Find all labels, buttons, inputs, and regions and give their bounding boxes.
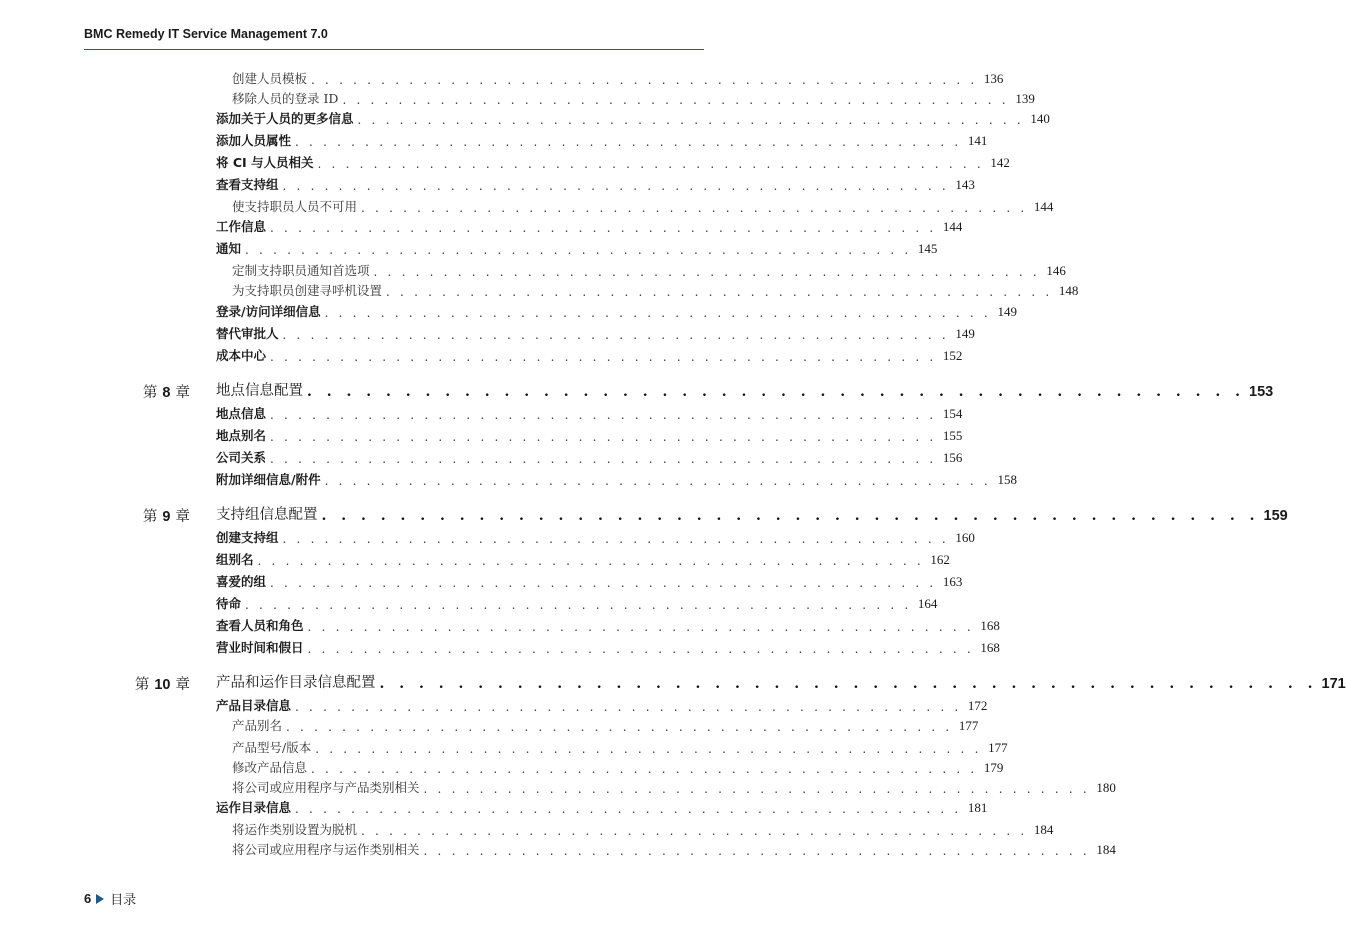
page-footer — [84, 889, 136, 908]
toc-entry-page: 152 — [942, 348, 963, 363]
toc-entry-page: 154 — [942, 406, 963, 421]
toc-section-entry[interactable] — [216, 129, 988, 149]
chapter-number-label — [135, 673, 190, 694]
footer-page-number: 6 — [84, 891, 92, 906]
toc-entry-page: 149 — [955, 326, 975, 341]
toc-subsection-entry[interactable] — [232, 776, 1116, 796]
toc-chapter-entry[interactable] — [216, 502, 1288, 524]
toc-section-entry[interactable] — [216, 215, 963, 235]
dot-leader: . . . . . . . . . . . . . . . . . . . . . . . . . . . . . . . . . . . . . . . . . . . . . . . . — [270, 430, 937, 444]
toc-subsection-entry[interactable] — [232, 838, 1116, 858]
dot-leader: . . . . . . . . . . . . . . . . . . . . . . . . . . . . . . . . . . . . . . . . . . . . . . . . — [423, 782, 1090, 796]
toc-entry-title: 创建支持组 — [216, 530, 279, 545]
toc-entry-title: 定制支持职员通知首选项 — [232, 263, 370, 278]
chapter-number: 10 — [154, 677, 171, 693]
toc-entry-page: 171 — [1321, 676, 1346, 692]
toc-entry-page: 156 — [942, 450, 963, 465]
toc-entry-title: 替代审批人 — [216, 326, 279, 341]
toc-entry-title: 喜爱的组 — [216, 574, 267, 589]
dot-leader: . . . . . . . . . . . . . . . . . . . . . . . . . . . . . . . . . . . . . . . . . . . . . . . . — [270, 221, 937, 235]
toc-entry-page: 172 — [967, 698, 988, 713]
toc-entry-title: 组别名 — [216, 552, 254, 567]
toc-entry-title: 将公司或应用程序与产品类别相关 — [232, 780, 420, 795]
toc-subsection-entry[interactable] — [232, 714, 979, 734]
toc-entry-page: 159 — [1263, 508, 1288, 524]
dot-leader: . . . . . . . . . . . . . . . . . . . . . . . . . . . . . . . . . . . . . . . . . . . . . . . . — [315, 742, 982, 756]
toc-entry-page: 164 — [917, 596, 938, 611]
dot-leader: . . . . . . . . . . . . . . . . . . . . . . . . . . . . . . . . . . . . . . . . . . . . . . . . — [311, 762, 978, 776]
toc-entry-title: 修改产品信息 — [232, 760, 308, 775]
toc-section-entry[interactable] — [216, 592, 938, 612]
toc-entry-title: 为支持职员创建寻呼机设置 — [232, 283, 383, 298]
toc-entry-title: 运作目录信息 — [216, 800, 292, 815]
toc-section-entry[interactable] — [216, 107, 1050, 127]
toc-section-entry[interactable] — [216, 694, 988, 714]
toc-entry-page: 136 — [983, 71, 1004, 86]
toc-entry-page: 144 — [942, 219, 963, 234]
toc-section-entry[interactable] — [216, 614, 1000, 634]
chapter-prefix: 第 — [134, 677, 150, 693]
toc-subsection-entry[interactable] — [232, 736, 1008, 756]
chapter-number-label — [143, 505, 190, 526]
dot-leader: . . . . . . . . . . . . . . . . . . . . . . . . . . . . . . . . . . . . . . . . . . . . . . . . — [270, 350, 937, 364]
dot-leader: . . . . . . . . . . . . . . . . . . . . . . . . . . . . . . . . . . . . . . . . . . . . . . . . — [286, 720, 953, 734]
header-rule — [84, 49, 704, 50]
toc-section-entry[interactable] — [216, 796, 988, 816]
dot-leader: . . . . . . . . . . . . . . . . . . . . . . . . . . . . . . . . . . . . . . . . . . . . . . . . — [324, 306, 991, 320]
chapter-suffix: 章 — [175, 677, 190, 693]
toc-section-entry[interactable] — [216, 636, 1000, 656]
toc-entry-title: 通知 — [216, 241, 242, 256]
chapter-suffix: 章 — [175, 385, 190, 401]
toc-entry-title: 查看支持组 — [216, 177, 279, 192]
toc-entry-page: 160 — [955, 530, 975, 545]
dot-leader: . . . . . . . . . . . . . . . . . . . . . . . . . . . . . . . . . . . . . . . . . . . . . . . . — [257, 554, 924, 568]
toc-entry-page: 168 — [980, 640, 1000, 655]
toc-entry-title: 地点信息 — [216, 406, 267, 421]
dot-leader: . . . . . . . . . . . . . . . . . . . . . . . . . . . . . . . . . . . . . . . . . . . . . . . . — [270, 576, 937, 590]
toc-section-entry[interactable] — [216, 173, 975, 193]
toc-chapter-entry[interactable] — [216, 378, 1274, 400]
toc-entry-page: 139 — [1015, 91, 1035, 106]
toc-entry-page: 184 — [1033, 822, 1054, 837]
toc-subsection-entry[interactable] — [232, 87, 1035, 107]
dot-leader: . . . . . . . . . . . . . . . . . . . . . . . . . . . . . . . . . . . . . . . . . . . . . . . . — [307, 620, 974, 634]
dot-leader: . . . . . . . . . . . . . . . . . . . . . . . . . . . . . . . . . . . . . . . . . . . . . . . . — [317, 157, 984, 171]
toc-section-entry[interactable] — [216, 570, 963, 590]
dot-leader: . . . . . . . . . . . . . . . . . . . . . . . . . . . . . . . . . . . . . . . . . . . . . . . . — [307, 384, 1246, 400]
toc-entry-title: 附加详细信息/附件 — [216, 472, 321, 487]
dot-leader: . . . . . . . . . . . . . . . . . . . . . . . . . . . . . . . . . . . . . . . . . . . . . . . . — [245, 598, 912, 612]
toc-entry-title: 移除人员的登录 ID — [232, 91, 339, 106]
toc-entry-page: 149 — [997, 304, 1017, 319]
toc-entry-title: 成本中心 — [216, 348, 267, 363]
footer-section-name: 目录 — [110, 893, 137, 908]
toc-entry-title: 将 CI 与人员相关 — [216, 155, 314, 170]
toc-subsection-entry[interactable] — [232, 195, 1054, 215]
toc-entry-page: 162 — [930, 552, 950, 567]
dot-leader: . . . . . . . . . . . . . . . . . . . . . . . . . . . . . . . . . . . . . . . . . . . . . . . . — [295, 135, 962, 149]
toc-section-entry[interactable] — [216, 468, 1017, 488]
dot-leader: . . . . . . . . . . . . . . . . . . . . . . . . . . . . . . . . . . . . . . . . . . . . . . . . — [342, 93, 1009, 107]
toc-section-entry[interactable] — [216, 344, 963, 364]
toc-entry-title: 产品和运作目录信息配置 — [216, 675, 376, 691]
toc-entry-title: 产品目录信息 — [216, 698, 292, 713]
dot-leader: . . . . . . . . . . . . . . . . . . . . . . . . . . . . . . . . . . . . . . . . . . . . . . . . — [307, 642, 974, 656]
dot-leader: . . . . . . . . . . . . . . . . . . . . . . . . . . . . . . . . . . . . . . . . . . . . . . . . — [282, 179, 949, 193]
running-header-title: BMC Remedy IT Service Management 7.0 — [84, 27, 328, 41]
toc-entry-title: 工作信息 — [216, 219, 267, 234]
toc-section-entry[interactable] — [216, 446, 963, 466]
toc-subsection-entry[interactable] — [232, 279, 1079, 299]
chapter-prefix: 第 — [142, 509, 158, 525]
dot-leader: . . . . . . . . . . . . . . . . . . . . . . . . . . . . . . . . . . . . . . . . . . . . . . . . — [282, 532, 949, 546]
toc-entry-title: 添加关于人员的更多信息 — [216, 111, 354, 126]
toc-entry-page: 163 — [942, 574, 963, 589]
toc-section-entry[interactable] — [216, 402, 963, 422]
toc-section-entry[interactable] — [216, 151, 1010, 171]
toc-entry-title: 地点别名 — [216, 428, 267, 443]
dot-leader: . . . . . . . . . . . . . . . . . . . . . . . . . . . . . . . . . . . . . . . . . . . . . . . . — [386, 285, 1053, 299]
dot-leader: . . . . . . . . . . . . . . . . . . . . . . . . . . . . . . . . . . . . . . . . . . . . . . . . — [361, 824, 1028, 838]
dot-leader: . . . . . . . . . . . . . . . . . . . . . . . . . . . . . . . . . . . . . . . . . . . . . . . . — [295, 802, 962, 816]
toc-entry-title: 待命 — [216, 596, 242, 611]
toc-entry-page: 179 — [983, 760, 1004, 775]
toc-entry-page: 153 — [1249, 384, 1274, 400]
toc-entry-page: 168 — [980, 618, 1000, 633]
toc-entry-title: 营业时间和假日 — [216, 640, 304, 655]
chapter-number-label — [143, 381, 190, 402]
dot-leader: . . . . . . . . . . . . . . . . . . . . . . . . . . . . . . . . . . . . . . . . . . . . . . . . — [379, 676, 1318, 692]
toc-section-entry[interactable] — [216, 237, 938, 257]
toc-entry-page: 158 — [997, 472, 1017, 487]
toc-subsection-entry[interactable] — [232, 756, 1004, 776]
toc-section-entry[interactable] — [216, 300, 1017, 320]
toc-entry-page: 143 — [955, 177, 975, 192]
dot-leader: . . . . . . . . . . . . . . . . . . . . . . . . . . . . . . . . . . . . . . . . . . . . . . . . — [282, 328, 949, 342]
toc-entry-page: 142 — [990, 155, 1010, 170]
toc-section-entry[interactable] — [216, 548, 950, 568]
toc-entry-page: 148 — [1058, 283, 1079, 298]
dot-leader: . . . . . . . . . . . . . . . . . . . . . . . . . . . . . . . . . . . . . . . . . . . . . . . . — [270, 452, 937, 466]
toc-entry-title: 支持组信息配置 — [216, 507, 318, 523]
toc-entry-title: 查看人员和角色 — [216, 618, 304, 633]
toc-entry-title: 地点信息配置 — [216, 383, 303, 399]
toc-entry-title: 产品型号/版本 — [232, 740, 312, 755]
toc-section-entry[interactable] — [216, 322, 975, 342]
toc-section-entry[interactable] — [216, 526, 975, 546]
toc-entry-page: 145 — [917, 241, 938, 256]
toc-entry-title: 将运作类别设置为脱机 — [232, 822, 358, 837]
toc-entry-page: 140 — [1030, 111, 1050, 126]
toc-subsection-entry[interactable] — [232, 259, 1066, 279]
dot-leader: . . . . . . . . . . . . . . . . . . . . . . . . . . . . . . . . . . . . . . . . . . . . . . . . — [324, 474, 991, 488]
chapter-number: 8 — [162, 385, 171, 401]
dot-leader: . . . . . . . . . . . . . . . . . . . . . . . . . . . . . . . . . . . . . . . . . . . . . . . . — [311, 73, 978, 87]
dot-leader: . . . . . . . . . . . . . . . . . . . . . . . . . . . . . . . . . . . . . . . . . . . . . . . . — [373, 265, 1040, 279]
toc-section-entry[interactable] — [216, 424, 963, 444]
toc-entry-title: 创建人员模板 — [232, 71, 308, 86]
toc-entry-title: 将公司或应用程序与运作类别相关 — [232, 842, 420, 857]
dot-leader: . . . . . . . . . . . . . . . . . . . . . . . . . . . . . . . . . . . . . . . . . . . . . . . . — [361, 201, 1028, 215]
toc-entry-page: 181 — [967, 800, 988, 815]
triangle-arrow-icon — [96, 894, 104, 904]
toc-entry-page: 180 — [1096, 780, 1116, 795]
dot-leader: . . . . . . . . . . . . . . . . . . . . . . . . . . . . . . . . . . . . . . . . . . . . . . . . — [357, 113, 1024, 127]
dot-leader: . . . . . . . . . . . . . . . . . . . . . . . . . . . . . . . . . . . . . . . . . . . . . . . . — [321, 508, 1260, 524]
toc-chapter-entry[interactable] — [216, 670, 1346, 692]
toc-entry-page: 144 — [1033, 199, 1054, 214]
toc-entry-title: 登录/访问详细信息 — [216, 304, 321, 319]
toc-subsection-entry[interactable] — [232, 67, 1004, 87]
dot-leader: . . . . . . . . . . . . . . . . . . . . . . . . . . . . . . . . . . . . . . . . . . . . . . . . — [423, 844, 1090, 858]
toc-entry-page: 155 — [942, 428, 963, 443]
toc-entry-page: 141 — [967, 133, 988, 148]
chapter-prefix: 第 — [142, 385, 158, 401]
toc-entry-page: 146 — [1046, 263, 1066, 278]
chapter-number: 9 — [162, 509, 171, 525]
toc-entry-title: 产品别名 — [232, 718, 283, 733]
toc-subsection-entry[interactable] — [232, 818, 1054, 838]
toc-entry-page: 177 — [958, 718, 979, 733]
dot-leader: . . . . . . . . . . . . . . . . . . . . . . . . . . . . . . . . . . . . . . . . . . . . . . . . — [270, 408, 937, 422]
dot-leader: . . . . . . . . . . . . . . . . . . . . . . . . . . . . . . . . . . . . . . . . . . . . . . . . — [245, 243, 912, 257]
toc-entry-title: 使支持职员人员不可用 — [232, 199, 358, 214]
dot-leader: . . . . . . . . . . . . . . . . . . . . . . . . . . . . . . . . . . . . . . . . . . . . . . . . — [295, 700, 962, 714]
toc-entry-page: 184 — [1096, 842, 1116, 857]
chapter-suffix: 章 — [175, 509, 190, 525]
toc-entry-title: 公司关系 — [216, 450, 267, 465]
toc-entry-page: 177 — [988, 740, 1008, 755]
toc-entry-title: 添加人员属性 — [216, 133, 292, 148]
